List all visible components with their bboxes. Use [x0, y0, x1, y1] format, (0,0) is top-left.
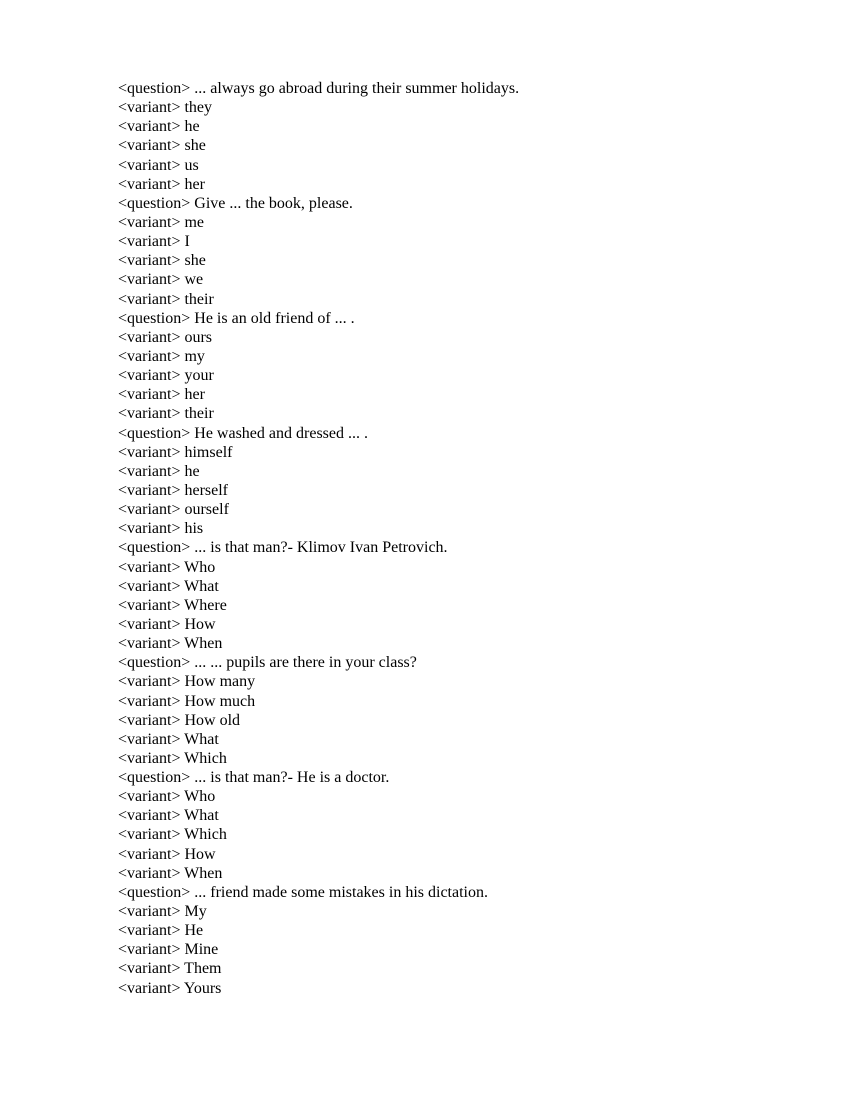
variant-line: <variant> her: [118, 175, 205, 193]
variant-line: <variant> Who: [118, 558, 216, 576]
variant-line: <variant> What: [118, 730, 219, 748]
variant-line: <variant> my: [118, 347, 205, 365]
variant-line: <variant> When: [118, 635, 223, 653]
question-line: <question> He washed and dressed ... .: [118, 424, 368, 442]
variant-line: <variant> he: [118, 462, 200, 480]
variant-line: <variant> ourself: [118, 501, 229, 519]
variant-line: <variant> Which: [118, 826, 227, 844]
variant-line: <variant> us: [118, 156, 199, 174]
variant-line: <variant> How much: [118, 692, 256, 710]
question-line: <question> ... friend made some mistakes in his dictation.: [118, 883, 488, 901]
variant-line: <variant> he: [118, 118, 200, 136]
variant-line: <variant> How many: [118, 673, 256, 691]
question-line: <question> ... is that man?- He is a doctor.: [118, 769, 390, 787]
variant-line: <variant> their: [118, 290, 214, 308]
question-line: <question> ... ... pupils are there in your class?: [118, 654, 417, 672]
question-line: <question> ... always go abroad during their summer holidays.: [118, 80, 520, 97]
variant-line: <variant> his: [118, 520, 204, 538]
variant-line: <variant> I: [118, 233, 190, 251]
variant-line: <variant> Where: [118, 596, 227, 614]
question-line: <question> He is an old friend of ... .: [118, 309, 355, 327]
variant-line: <variant> she: [118, 137, 206, 155]
variant-line: <variant> ours: [118, 328, 213, 346]
variant-line: <variant> Them: [118, 960, 222, 978]
variant-line: <variant> When: [118, 864, 223, 882]
variant-line: <variant> Which: [118, 749, 227, 767]
variant-line: <variant> she: [118, 252, 206, 270]
variant-line: <variant> How: [118, 615, 216, 633]
question-line: <question> Give ... the book, please.: [118, 194, 353, 212]
variant-line: <variant> me: [118, 213, 205, 231]
variant-line: <variant> her: [118, 386, 205, 404]
variant-line: <variant> herself: [118, 481, 228, 499]
variant-line: <variant> they: [118, 99, 213, 117]
variant-line: <variant> Yours: [118, 979, 222, 997]
variant-line: <variant> Who: [118, 788, 216, 806]
document-body: [118, 79, 519, 998]
variant-line: <variant> How old: [118, 711, 241, 729]
variant-line: <variant> himself: [118, 443, 233, 461]
variant-line: <variant> their: [118, 405, 214, 423]
variant-line: <variant> your: [118, 367, 214, 385]
variant-line: <variant> What: [118, 807, 219, 825]
variant-line: <variant> My: [118, 903, 207, 921]
variant-line: <variant> What: [118, 577, 219, 595]
variant-line: <variant> He: [118, 922, 204, 940]
variant-line: <variant> we: [118, 271, 204, 289]
question-line: <question> ... is that man?- Klimov Ivan Petrovich.: [118, 539, 448, 557]
variant-line: <variant> How: [118, 845, 216, 863]
variant-line: <variant> Mine: [118, 941, 219, 959]
